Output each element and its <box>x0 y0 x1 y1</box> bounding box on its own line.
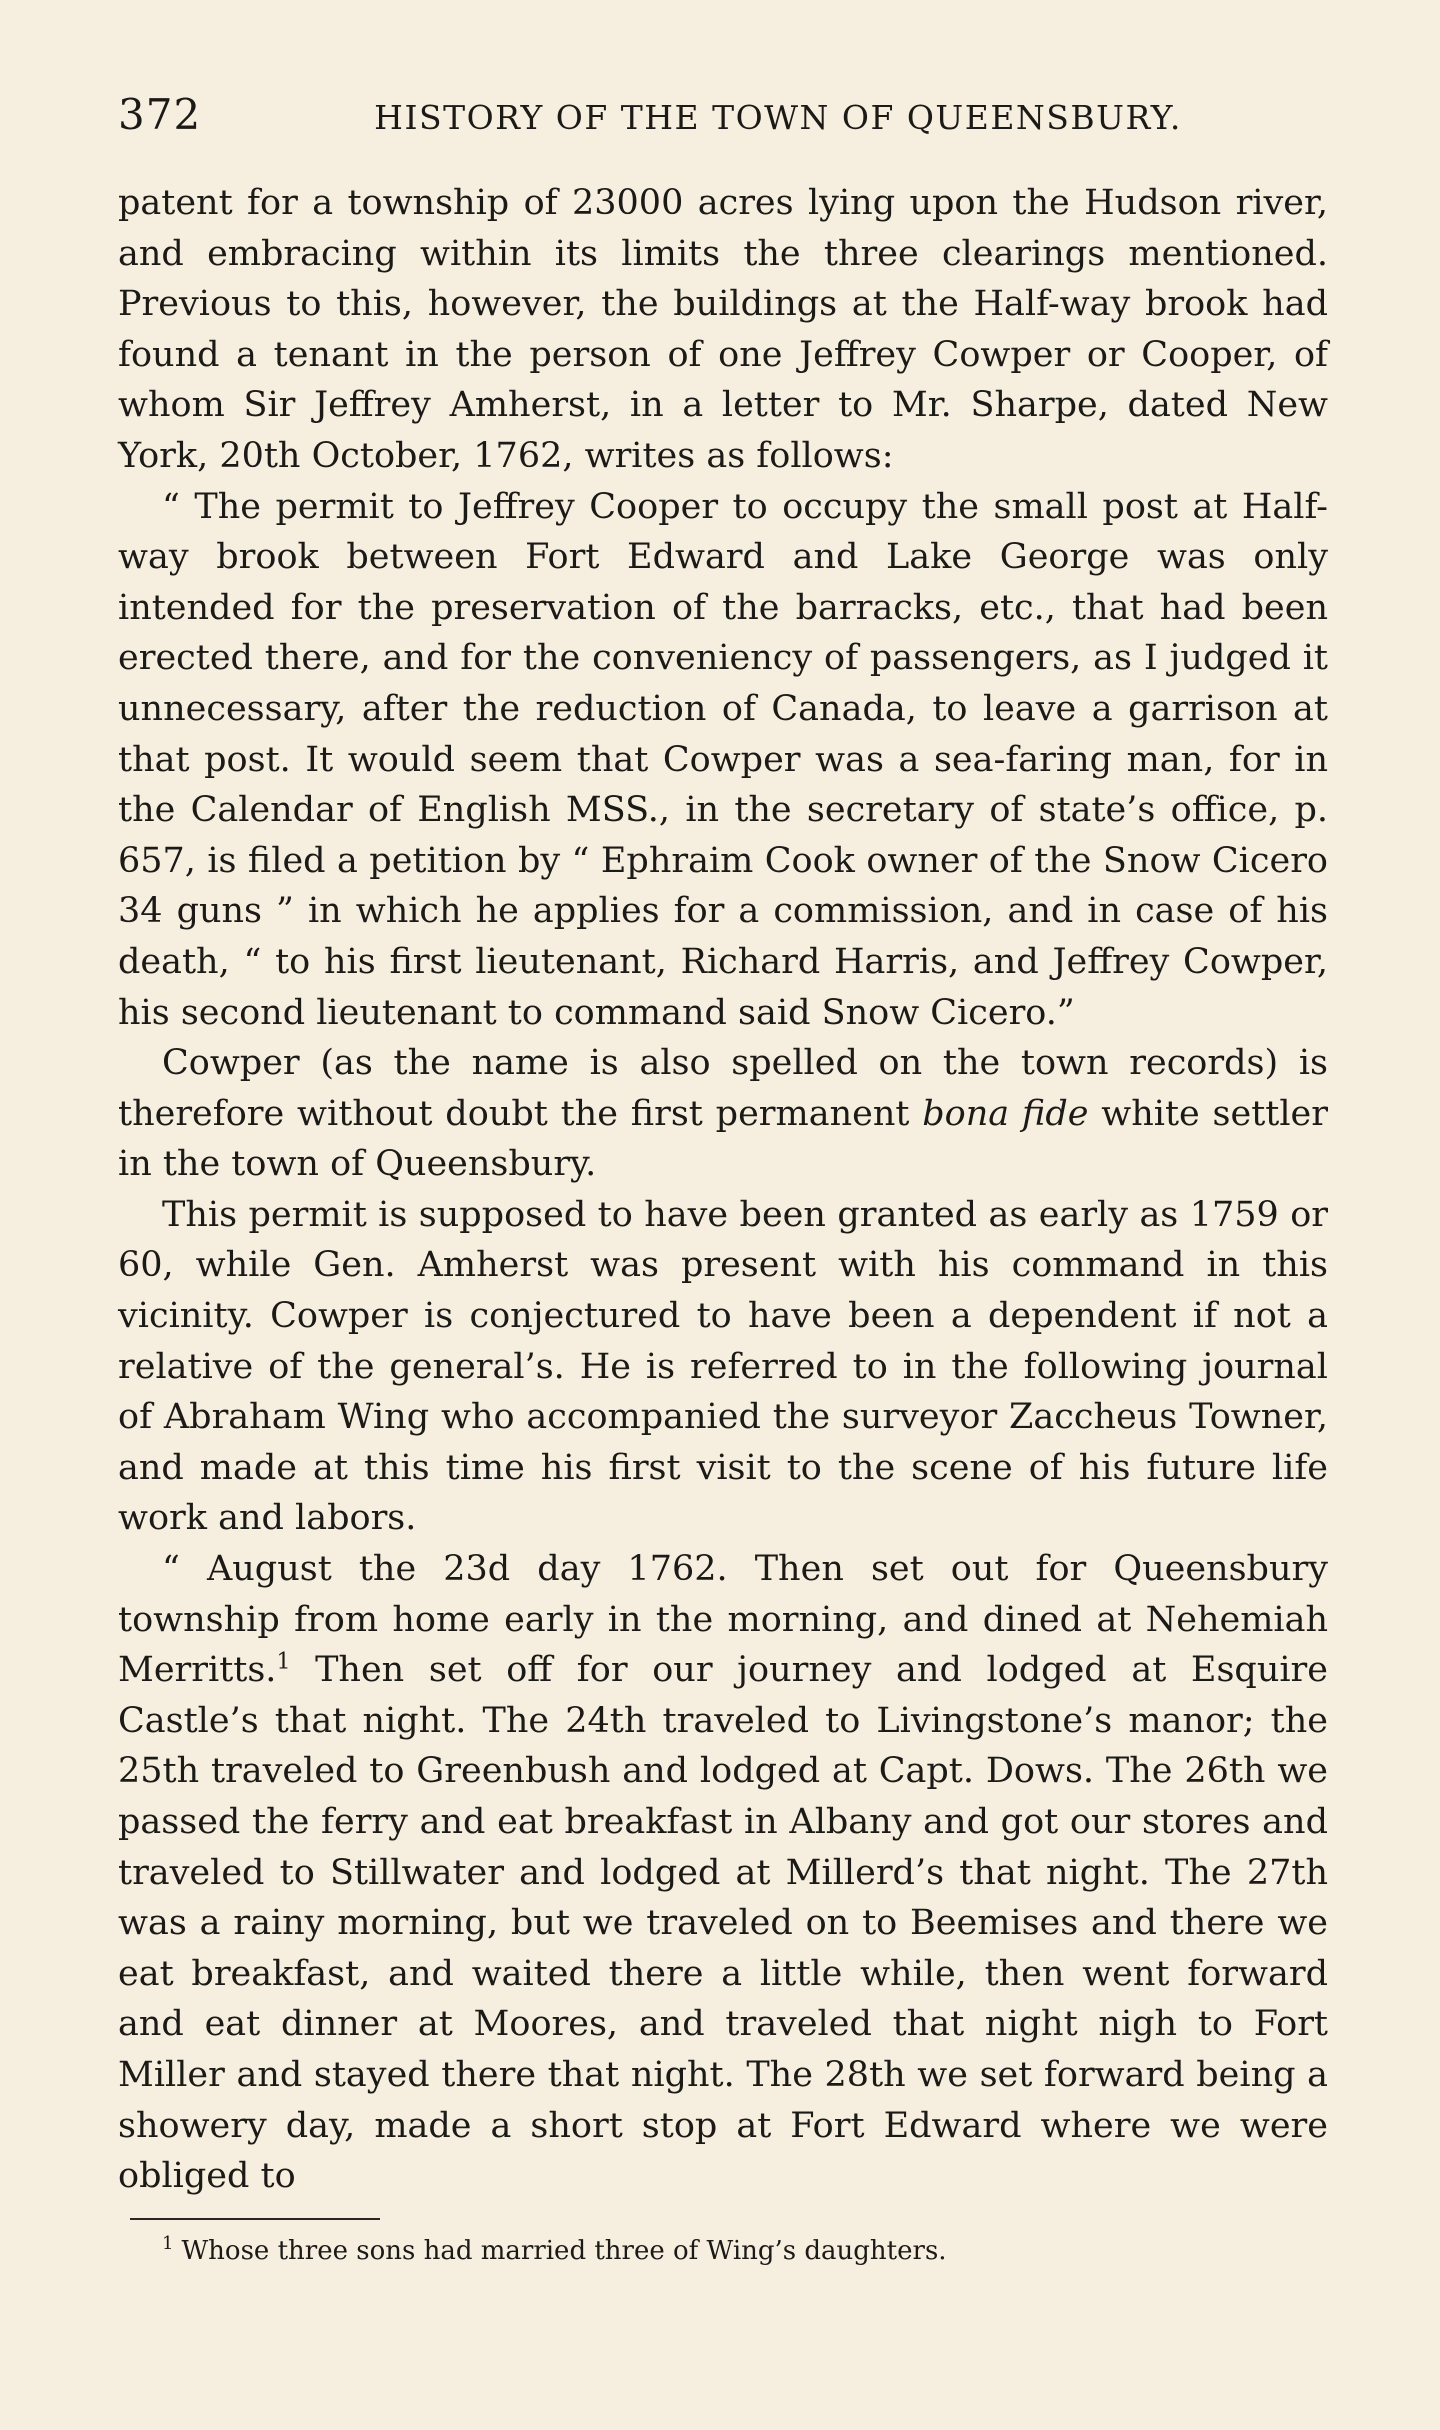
body-text <box>118 178 1328 2202</box>
running-head: HISTORY OF THE TOWN OF QUEENSBURY. <box>374 98 1182 137</box>
paragraph-5-text-end: Then set off for our journey and lodged at Esquire Castle’s that night. The 24th traveled to Livingstone’s manor; the 25th traveled to Greenbush and lodged at Capt. Dows. The 26th we passed the ferry and eat breakfast in Albany and got our stores and traveled to Stillwater and lodged at Millerd’s that night. The 27th was a rainy morning, but we traveled on to Beemises and there we eat breakfast, and waited there a little while, then went forward and eat dinner at Moores, and traveled that night nigh to Fort Miller and stayed there that night. The 28th we set forward being a showery day, made a short stop at Fort Edward where we were obliged to <box>118 1650 1328 2197</box>
page-number: 372 <box>118 90 202 139</box>
footnote-reference: 1 <box>276 1649 291 1675</box>
paragraph-3-text: Cowper (as the name is also spelled on the town records) is therefore without doubt the first permanent <box>118 1043 1328 1134</box>
footnote-mark: 1 <box>162 2233 174 2255</box>
page-header <box>118 90 1328 160</box>
paragraph-4: This permit is supposed to have been granted as early as 1759 or 60, while Gen. Amherst was present with his command in this vicinity. Cowper is conjectured to have been a dependent if not a relative of the general’s. He is referred to in the following journal of Abraham Wing who accompanied the surveyor Zaccheus Towner, and made at this time his first visit to the scene of his future life work and labors. <box>118 1194 1328 1539</box>
footnote <box>118 2234 1328 2268</box>
footnote-text: Whose three sons had married three of Wing’s daughters. <box>181 2235 947 2266</box>
footnote-divider <box>130 2218 380 2220</box>
paragraph-1: patent for a township of 23000 acres lying upon the Hudson river, and embracing within its limits the three clearings mentioned. Previous to this, however, the buildings at the Half-way brook had found a tenant in the person of one Jeffrey Cowper or Cooper, of whom Sir Jeffrey Amherst, in a letter to Mr. Sharpe, dated New York, 20th October, 1762, writes as follows: <box>118 183 1328 476</box>
paragraph-5-text: “ August the 23d day 1762. Then set out for Queensbury township from home early in the morning, and dined at Nehemiah Merritts. <box>118 1549 1328 1691</box>
paragraph-2: “ The permit to Jeffrey Cooper to occupy the small post at Half-way brook between Fort Edward and Lake George was only intended for the preservation of the barracks, etc., that had been erected there, and for the conveniency of passengers, as I judged it unnecessary, after the reduction of Canada, to leave a garrison at that post. It would seem that Cowper was a sea-faring man, for in the Calendar of English MSS., in the secretary of state’s office, p. 657, is filed a petition by “ Ephraim Cook owner of the Snow Cicero 34 guns ” in which he applies for a commission, and in case of his death, “ to his first lieutenant, Richard Harris, and Jeffrey Cowper, his second lieutenant to command said Snow Cicero.” <box>118 486 1328 1033</box>
book-page <box>118 90 1328 2268</box>
paragraph-3-text-end: white settler in the town of Queensbury. <box>118 1093 1328 1185</box>
italic-phrase: bona fide <box>922 1093 1089 1134</box>
paragraph-5 <box>118 1544 1328 2202</box>
paragraph-3 <box>118 1038 1328 1190</box>
